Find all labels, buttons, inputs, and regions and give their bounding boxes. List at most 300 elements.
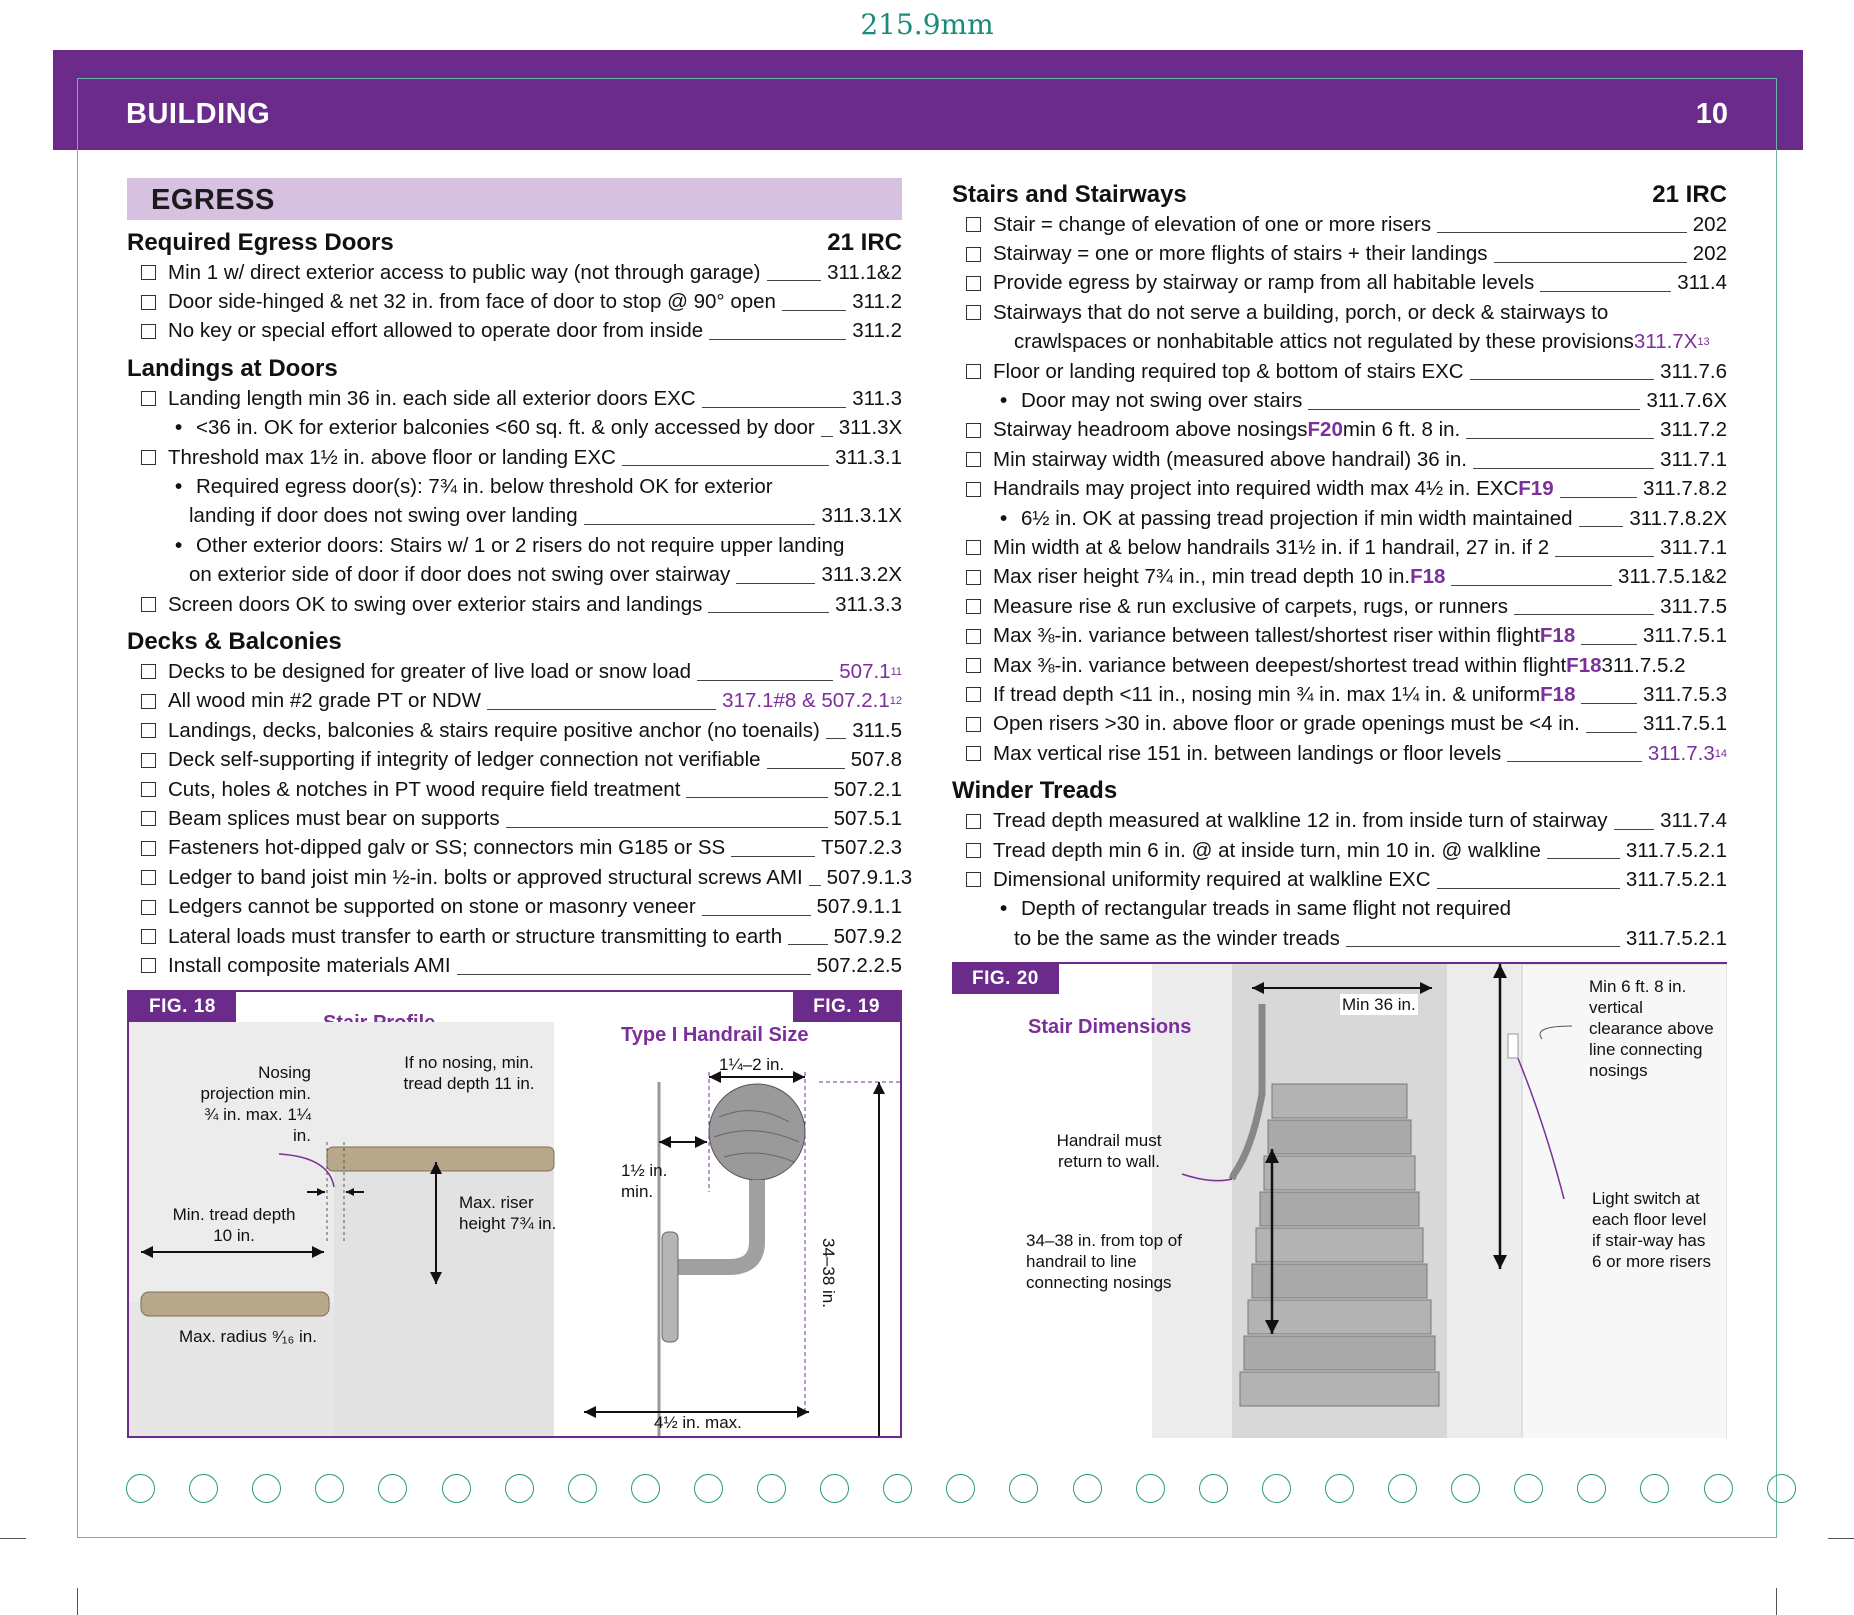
leader-line <box>736 583 815 584</box>
checkbox[interactable] <box>141 900 156 915</box>
figure-reference: F18 <box>1410 565 1446 589</box>
checklist-item <box>952 865 1727 894</box>
fig20-handrail-return-label: Handrail must return to wall. <box>1056 1131 1162 1171</box>
code-section: 507.9.2 <box>833 924 902 948</box>
item-text: Min width at & below handrails 31½ in. if 1 handrail, 27 in. if 2 <box>993 535 1550 559</box>
stair-tread <box>1240 1372 1439 1406</box>
item-text: Stairway headroom above nosings <box>993 418 1308 442</box>
item-text: No key or special effort allowed to operate door from inside <box>168 319 704 343</box>
item-text: Door may not swing over stairs <box>1021 389 1303 413</box>
checklist-item <box>127 258 902 287</box>
checklist-item <box>127 472 902 501</box>
item-text: Max riser height 7¾ in., min tread depth 10 in. <box>993 565 1411 589</box>
leader-line <box>788 944 827 945</box>
leader-line <box>1507 761 1642 762</box>
leader-line <box>809 885 821 886</box>
leader-line <box>584 524 816 525</box>
binder-ring-icon <box>631 1474 660 1503</box>
binder-ring-icon <box>1514 1474 1543 1503</box>
checkbox[interactable] <box>966 629 981 644</box>
fig20-light-switch-label: Light switch at each floor level if stair-way has 6 or more risers <box>1592 1189 1712 1271</box>
crop-mark <box>1776 1588 1777 1615</box>
checkbox[interactable] <box>141 450 156 465</box>
code-section: 311.7.5.3 <box>1643 682 1727 706</box>
bullet-icon: • <box>1000 506 1008 530</box>
item-text: Other exterior doors: Stairs w/ 1 or 2 risers do not require upper landing <box>196 533 845 557</box>
item-text: Required egress door(s): 7¾ in. below threshold OK for exterior <box>196 475 773 499</box>
leader-line <box>697 680 833 681</box>
item-text: Max ⅜-in. variance between tallest/shortest riser within flight <box>993 624 1540 648</box>
footnote-marker: 11 <box>890 665 902 678</box>
item-text: Handrails may project into required width max 4½ in. EXC <box>993 477 1519 501</box>
footnote-marker: 14 <box>1714 747 1727 760</box>
checklist-item <box>952 357 1727 386</box>
item-text: Landing length min 36 in. each side all exterior doors EXC <box>168 386 696 410</box>
checklist-item <box>952 806 1727 835</box>
checkbox[interactable] <box>141 664 156 679</box>
group-code-ref: 21 IRC <box>1652 181 1727 208</box>
leader-line <box>767 768 845 769</box>
checkbox[interactable] <box>966 570 981 585</box>
checkbox[interactable] <box>966 482 981 497</box>
binder-ring-icon <box>1262 1474 1291 1503</box>
group-title: Landings at Doors <box>127 355 338 383</box>
checklist-item <box>127 502 902 531</box>
item-text: Screen doors OK to swing over exterior stairs and landings <box>168 592 703 616</box>
figure-reference: F18 <box>1566 653 1602 677</box>
checklist-item <box>127 317 902 346</box>
checkbox[interactable] <box>966 872 981 887</box>
checkbox[interactable] <box>141 753 156 768</box>
checklist-item <box>952 445 1727 474</box>
binder-ring-icon <box>1073 1474 1102 1503</box>
binder-ring-icon <box>126 1474 155 1503</box>
figure-20-panel <box>952 962 1727 1438</box>
binder-ring-icon <box>252 1474 281 1503</box>
binder-ring-icon <box>1704 1474 1733 1503</box>
leader-line <box>826 738 846 739</box>
leader-line <box>457 974 811 975</box>
code-section: 311.7.5.2 <box>1601 653 1686 677</box>
stair-tread <box>1248 1300 1431 1334</box>
checklist-item <box>127 590 902 619</box>
binder-ring-icon <box>1199 1474 1228 1503</box>
checkbox[interactable] <box>966 814 981 829</box>
item-text: Min stairway width (measured above handrail) 36 in. <box>993 447 1468 471</box>
bullet-icon: • <box>175 533 183 557</box>
code-section: 311.7.4 <box>1660 809 1727 833</box>
checklist-item <box>952 504 1727 533</box>
group-heading <box>127 228 902 258</box>
leader-line <box>1437 232 1687 233</box>
leader-line <box>731 856 815 857</box>
group-title: Winder Treads <box>952 777 1118 805</box>
code-section: 507.8 <box>850 748 902 772</box>
binder-ring-icon <box>1136 1474 1165 1503</box>
right-column <box>952 172 1727 953</box>
fig18-nosing-label: Nosing projection min. ¾ in. max. 1¼ in. <box>200 1063 311 1145</box>
leader-line <box>1547 858 1620 859</box>
checkbox[interactable] <box>141 391 156 406</box>
bullet-icon: • <box>175 416 183 440</box>
binder-ring-icon <box>757 1474 786 1503</box>
fig18-no-nosing-label: If no nosing, min. tread depth 11 in. <box>403 1053 535 1093</box>
code-section: 507.5.1 <box>833 806 902 830</box>
checklist-item <box>127 687 902 716</box>
checkbox[interactable] <box>966 687 981 702</box>
code-section: 311.7.6 <box>1660 359 1727 383</box>
item-text: 6½ in. OK at passing tread projection if min width maintained <box>1021 506 1573 530</box>
code-section: 311.4 <box>1677 271 1727 295</box>
item-text: Max vertical rise 151 in. between landings or floor levels <box>993 741 1502 765</box>
checkbox[interactable] <box>141 782 156 797</box>
group-title: Decks & Balconies <box>127 628 342 656</box>
binder-ring-icon <box>694 1474 723 1503</box>
checkbox[interactable] <box>141 723 156 738</box>
leader-line <box>1586 732 1637 733</box>
checkbox[interactable] <box>966 305 981 320</box>
footnote-marker: 13 <box>1697 336 1710 349</box>
checkbox[interactable] <box>966 217 981 232</box>
checkbox[interactable] <box>141 870 156 885</box>
item-text: Stairway = one or more flights of stairs + their landings <box>993 242 1488 266</box>
item-text: Beam splices must bear on supports <box>168 806 500 830</box>
item-text: Measure rise & run exclusive of carpets, rugs, or runners <box>993 594 1508 618</box>
checkbox[interactable] <box>966 247 981 262</box>
code-section: 311.7.5.2.1 <box>1625 867 1727 891</box>
group-heading <box>952 180 1727 210</box>
checklist-item <box>127 922 902 951</box>
code-section: 507.2.2.5 <box>816 953 902 977</box>
checklist-item <box>127 657 902 686</box>
leader-line <box>1466 438 1654 439</box>
checklist-item <box>127 531 902 560</box>
checkbox[interactable] <box>141 324 156 339</box>
checkbox[interactable] <box>966 746 981 761</box>
item-text: Lateral loads must transfer to earth or structure transmitting to earth <box>168 924 783 948</box>
fig19-height-label: 34–38 in. <box>819 1238 838 1308</box>
leader-line <box>1540 291 1671 292</box>
code-section: 311.2 <box>852 319 902 343</box>
code-section: 311.7.8.2 <box>1643 477 1727 501</box>
item-text: crawlspaces or nonhabitable attics not regulated by these provisions <box>1014 330 1634 354</box>
binder-ring-icon <box>1325 1474 1354 1503</box>
binder-ring-icon <box>442 1474 471 1503</box>
code-section: 202 <box>1692 242 1727 266</box>
checklist-item <box>952 710 1727 739</box>
item-text: Max ⅜-in. variance between deepest/shortest tread within flight <box>993 653 1567 677</box>
code-section: 311.7.1 <box>1660 535 1727 559</box>
binder-ring-icon <box>1767 1474 1796 1503</box>
figure-reference: F18 <box>1539 624 1576 648</box>
item-text: to be the same as the winder treads <box>1014 926 1340 950</box>
code-section: 202 <box>1692 212 1727 236</box>
checklist-item <box>952 475 1727 504</box>
figure-18-19-panel <box>127 990 902 1438</box>
checklist-item <box>127 834 902 863</box>
leader-line <box>1555 556 1654 557</box>
leader-line <box>1514 614 1654 615</box>
item-text: Decks to be designed for greater of live load or snow load <box>168 659 692 683</box>
item-text: Door side-hinged & net 32 in. from face of door to stop @ 90° open <box>168 290 776 314</box>
trim-size-label: 215.9mm <box>860 8 994 41</box>
leader-line <box>708 612 829 613</box>
checkbox[interactable] <box>966 423 981 438</box>
checklist-item <box>952 592 1727 621</box>
code-section: 507.1 <box>839 659 891 683</box>
item-text: landing if door does not swing over landing <box>189 504 578 528</box>
checklist-item <box>952 836 1727 865</box>
leader-line <box>1437 888 1620 889</box>
code-section: 311.7.2 <box>1660 418 1727 442</box>
crop-mark <box>0 1538 26 1539</box>
checkbox[interactable] <box>966 540 981 555</box>
item-text: Stairways that do not serve a building, porch, or deck & stairways to <box>993 300 1609 324</box>
leader-line <box>782 310 846 311</box>
checklist-item <box>127 716 902 745</box>
item-text-tail: min 6 ft. 8 in. <box>1342 418 1461 442</box>
crop-mark <box>1828 1538 1854 1539</box>
code-section: 311.7.5.2.1 <box>1625 926 1727 950</box>
code-section: 311.2 <box>852 290 902 314</box>
item-text: Fasteners hot-dipped galv or SS; connectors min G185 or SS <box>168 836 726 860</box>
stair-tread <box>1268 1120 1411 1154</box>
crop-mark <box>77 1588 78 1615</box>
figure-reference: F20 <box>1307 418 1343 442</box>
fig18-tab: FIG. 18 <box>129 992 236 1022</box>
stair-tread <box>1260 1192 1419 1226</box>
code-section: 311.7.1 <box>1660 447 1727 471</box>
item-text: Landings, decks, balconies & stairs require positive anchor (no toenails) <box>168 718 820 742</box>
leader-line <box>702 915 811 916</box>
leader-line <box>1494 262 1687 263</box>
checkbox[interactable] <box>141 929 156 944</box>
checkbox[interactable] <box>966 658 981 673</box>
group-heading <box>127 354 902 384</box>
code-section: 507.2.1 <box>833 777 902 801</box>
binder-ring-icon <box>820 1474 849 1503</box>
stair-tread <box>1252 1264 1427 1298</box>
binder-ring-icon <box>568 1474 597 1503</box>
leader-line <box>1581 703 1637 704</box>
binder-ring-icon <box>505 1474 534 1503</box>
fig19-title: Type I Handrail Size <box>621 1024 809 1046</box>
item-text: Threshold max 1½ in. above floor or landing EXC <box>168 445 616 469</box>
leader-line <box>1579 526 1624 527</box>
code-section: T507.2.3 <box>821 836 902 860</box>
checklist-item <box>952 210 1727 239</box>
leader-line <box>821 436 833 437</box>
checklist-item <box>127 384 902 413</box>
checklist-item <box>127 414 902 443</box>
page-title: BUILDING <box>126 98 271 130</box>
group-title: Stairs and Stairways <box>952 181 1187 208</box>
item-text: Tread depth min 6 in. @ at inside turn, min 10 in. @ walkline <box>993 838 1541 862</box>
leader-line <box>1451 585 1612 586</box>
checkbox[interactable] <box>966 843 981 858</box>
leader-line <box>506 827 828 828</box>
leader-line <box>1581 644 1637 645</box>
item-text: Min 1 w/ direct exterior access to public way (not through garage) <box>168 260 761 284</box>
fig20-handrail-height-label: 34–38 in. from top of handrail to line connecting nosings <box>1026 1231 1182 1292</box>
checklist-item <box>127 892 902 921</box>
leader-line <box>1614 829 1655 830</box>
leader-line <box>686 797 827 798</box>
checkbox[interactable] <box>141 265 156 280</box>
code-section: 311.3.1X <box>821 504 902 528</box>
code-section: 311.7.5.2.1 <box>1625 838 1727 862</box>
group-heading <box>952 776 1727 806</box>
stair-tread <box>1244 1336 1435 1370</box>
leader-line <box>1473 468 1654 469</box>
fig20-title: Stair Dimensions <box>1028 1016 1192 1038</box>
checkbox[interactable] <box>141 694 156 709</box>
checklist-item <box>127 561 902 590</box>
code-section: 311.7.8.2X <box>1629 506 1727 530</box>
fig18-riser-label: Max. riser height 7¾ in. <box>459 1193 557 1233</box>
item-text: <36 in. OK for exterior balconies <60 sq. ft. & only accessed by door <box>196 416 815 440</box>
stair-tread <box>1264 1156 1415 1190</box>
code-section: 311.3.1 <box>835 445 902 469</box>
checklist-item <box>952 621 1727 650</box>
checklist-item <box>127 745 902 774</box>
checkbox[interactable] <box>966 717 981 732</box>
checklist-item <box>127 804 902 833</box>
code-section: 507.9.1.1 <box>816 895 902 919</box>
binder-ring-icon <box>883 1474 912 1503</box>
checkbox[interactable] <box>966 599 981 614</box>
leader-line <box>1308 409 1640 410</box>
checklist-item <box>127 443 902 472</box>
code-section: 311.5 <box>852 718 902 742</box>
item-text: Floor or landing required top & bottom of stairs EXC <box>993 359 1464 383</box>
leader-line <box>1470 379 1655 380</box>
checklist-item <box>127 287 902 316</box>
item-text: All wood min #2 grade PT or NDW <box>168 689 481 713</box>
leader-line <box>767 280 822 281</box>
checkbox[interactable] <box>966 364 981 379</box>
leader-line <box>702 407 847 408</box>
code-section: 311.7.5 <box>1660 594 1727 618</box>
bullet-icon: • <box>175 475 183 499</box>
code-section: 311.7.5.1 <box>1643 624 1727 648</box>
item-text: Provide egress by stairway or ramp from all habitable levels <box>993 271 1535 295</box>
checklist-item <box>952 533 1727 562</box>
checklist-item <box>127 775 902 804</box>
stair-tread <box>1256 1228 1423 1262</box>
checklist-item <box>952 924 1727 953</box>
code-section: 311.3.3 <box>835 592 902 616</box>
code-section: 311.7X <box>1633 330 1698 354</box>
checkbox[interactable] <box>141 841 156 856</box>
figure-reference: F19 <box>1518 477 1554 501</box>
left-column <box>127 178 913 981</box>
code-section: 311.1&2 <box>827 260 902 284</box>
checkbox[interactable] <box>141 811 156 826</box>
item-text: on exterior side of door if door does not swing over stairway <box>189 563 731 587</box>
binder-ring-icon <box>1451 1474 1480 1503</box>
checklist-item <box>952 386 1727 415</box>
checkbox[interactable] <box>141 597 156 612</box>
code-section: 311.7.5.1 <box>1643 712 1727 736</box>
section-title: EGRESS <box>127 178 902 220</box>
leader-line <box>1346 946 1620 947</box>
item-text: Ledgers cannot be supported on stone or masonry veneer <box>168 895 696 919</box>
item-text: Tread depth measured at walkline 12 in. from inside turn of stairway <box>993 809 1608 833</box>
fig19-clearance-label: 1½ in. min. <box>621 1161 668 1201</box>
item-text: Stair = change of elevation of one or more risers <box>993 212 1432 236</box>
fig19-projection-label: 4½ in. max. <box>654 1413 742 1432</box>
code-section: 311.3 <box>852 386 902 410</box>
fig20-tab: FIG. 20 <box>952 964 1059 994</box>
code-section: 311.7.6X <box>1646 389 1727 413</box>
checkbox[interactable] <box>141 295 156 310</box>
fig18-tread-label: Min. tread depth 10 in. <box>172 1205 296 1245</box>
fig19-tab: FIG. 19 <box>793 992 900 1022</box>
item-text: If tread depth <11 in., nosing min ¾ in. max 1¼ in. & uniform <box>993 682 1541 706</box>
checklist-item <box>952 895 1727 924</box>
leader-line <box>622 465 829 466</box>
checklist-item <box>127 951 902 980</box>
fig20-width-label: Min 36 in. <box>1342 995 1416 1014</box>
leader-line <box>487 709 716 710</box>
code-section: 311.7.5.1&2 <box>1617 565 1727 589</box>
checklist-item <box>952 739 1727 768</box>
footnote-marker: 12 <box>889 695 902 708</box>
checklist-item <box>952 298 1727 327</box>
group-title: Required Egress Doors <box>127 229 394 256</box>
figure-reference: F18 <box>1540 682 1576 706</box>
code-section: 311.7.3 <box>1647 741 1715 765</box>
item-text: Dimensional uniformity required at walkline EXC <box>993 867 1431 891</box>
checklist-item <box>952 651 1727 680</box>
page-number: 10 <box>1695 98 1728 130</box>
fig18-radius-label: Max. radius ⁹⁄₁₆ in. <box>179 1327 317 1346</box>
binder-ring-icon <box>1388 1474 1417 1503</box>
bullet-icon: • <box>1000 897 1008 921</box>
stair-tread <box>1272 1084 1407 1118</box>
fig19-grip-label: 1¼–2 in. <box>719 1055 785 1074</box>
item-text: Cuts, holes & notches in PT wood require field treatment <box>168 777 681 801</box>
checklist-item <box>952 269 1727 298</box>
item-text: Deck self-supporting if integrity of ledger connection not verifiable <box>168 748 761 772</box>
code-section: 317.1#8 & 507.2.1 <box>722 689 890 713</box>
code-section: 311.3.2X <box>821 563 902 587</box>
group-code-ref: 21 IRC <box>827 229 902 256</box>
checklist-item <box>952 328 1727 357</box>
checklist-item <box>952 680 1727 709</box>
item-text: Open risers >30 in. above floor or grade openings must be <4 in. <box>993 712 1580 736</box>
checkbox[interactable] <box>141 958 156 973</box>
group-heading <box>127 627 902 657</box>
item-text: Install composite materials AMI <box>168 953 451 977</box>
checklist-item <box>127 863 913 892</box>
code-section: 507.9.1.3 <box>826 865 913 889</box>
checklist-item <box>952 416 1727 445</box>
fig20-headroom-label: Min 6 ft. 8 in. vertical clearance above line connecting nosings <box>1589 977 1714 1080</box>
leader-line <box>1560 497 1637 498</box>
leader-line <box>709 339 846 340</box>
checklist-item <box>952 563 1727 592</box>
item-text: Ledger to band joist min ½-in. bolts or approved structural screws AMI <box>168 865 803 889</box>
binder-ring-icon <box>189 1474 218 1503</box>
checkbox[interactable] <box>966 452 981 467</box>
item-text: Depth of rectangular treads in same flight not required <box>1021 897 1511 921</box>
bullet-icon: • <box>1000 389 1008 413</box>
code-section: 311.3X <box>838 416 903 440</box>
checkbox[interactable] <box>966 276 981 291</box>
checklist-item <box>952 239 1727 268</box>
